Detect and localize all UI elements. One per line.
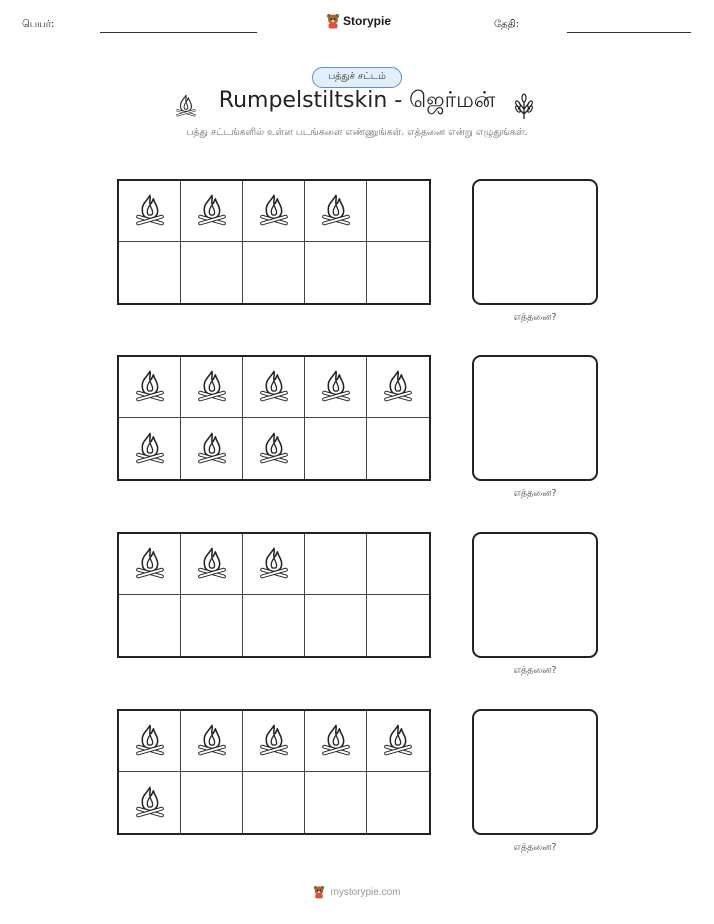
campfire-icon (195, 719, 229, 763)
date-label: தேதி: (494, 19, 520, 30)
ten-frame (117, 179, 431, 305)
brand-logo (326, 13, 391, 29)
ten-frame-cell-filled (243, 711, 305, 772)
ten-frame (117, 355, 431, 481)
campfire-icon (133, 365, 167, 409)
answer-label: எத்தனை? (513, 312, 557, 323)
ten-frame-cell-empty (119, 595, 181, 656)
ten-frame-cell-filled (119, 418, 181, 479)
ten-frame-cell-filled (181, 181, 243, 242)
ten-frame (117, 532, 431, 658)
campfire-icon (381, 365, 415, 409)
campfire-icon (319, 365, 353, 409)
ten-frame-cell-filled (119, 711, 181, 772)
worksheet-type-badge: பத்துச் சட்டம் (312, 67, 402, 88)
answer-label: எத்தனை? (513, 665, 557, 676)
ten-frame-cell-filled (243, 534, 305, 595)
campfire-icon (133, 719, 167, 763)
ten-frame-cell-empty (305, 772, 367, 833)
ten-frame-cell-empty (367, 772, 429, 833)
date-line[interactable] (567, 32, 691, 33)
ten-frame-cell-filled (367, 711, 429, 772)
instructions: பத்து சட்டங்களில் உள்ள படங்களை எண்ணுங்கள். எத்தனை என்று எழுதுங்கள். (186, 127, 528, 138)
campfire-icon (257, 427, 291, 471)
answer-label: எத்தனை? (513, 842, 557, 853)
ten-frame-cell-empty (305, 534, 367, 595)
campfire-icon (133, 781, 167, 825)
ten-frame-cell-empty (367, 418, 429, 479)
answer-box[interactable] (472, 355, 598, 481)
ten-frame-cell-empty (305, 242, 367, 303)
ten-frame-cell-empty (367, 595, 429, 656)
campfire-icon (195, 189, 229, 233)
ten-frame-cell-filled (181, 418, 243, 479)
answer-label: எத்தனை? (513, 488, 557, 499)
ten-frame-cell-empty (243, 595, 305, 656)
ten-frame-cell-filled (181, 711, 243, 772)
brand-name: Storypie (343, 14, 392, 28)
campfire-icon (133, 542, 167, 586)
ten-frame-cell-filled (367, 357, 429, 418)
ten-frame-cell-filled (119, 357, 181, 418)
campfire-icon (319, 719, 353, 763)
campfire-icon (257, 719, 291, 763)
name-label: பெயர்: (22, 19, 55, 30)
ten-frame-cell-empty (181, 242, 243, 303)
ten-frame (117, 709, 431, 835)
ten-frame-cell-filled (119, 772, 181, 833)
ten-frame-cell-empty (367, 181, 429, 242)
ten-frame-cell-empty (243, 772, 305, 833)
ten-frame-cell-empty (181, 595, 243, 656)
ten-frame-cell-empty (367, 534, 429, 595)
ten-frame-cell-filled (119, 534, 181, 595)
ten-frame-cell-filled (243, 181, 305, 242)
footer (0, 885, 714, 899)
answer-box[interactable] (472, 709, 598, 835)
ten-frame-cell-filled (119, 181, 181, 242)
campfire-icon (195, 542, 229, 586)
ten-frame-cell-filled (243, 357, 305, 418)
ten-frame-cell-empty (181, 772, 243, 833)
bear-mascot-icon (326, 13, 340, 29)
page-title: Rumpelstiltskin - ஜெர்மன் (218, 88, 496, 113)
ten-frame-cell-empty (119, 242, 181, 303)
campfire-icon (257, 542, 291, 586)
campfire-icon (133, 189, 167, 233)
campfire-icon (381, 719, 415, 763)
ten-frame-cell-filled (305, 357, 367, 418)
ten-frame-cell-filled (305, 711, 367, 772)
ten-frame-cell-filled (243, 418, 305, 479)
campfire-icon (319, 189, 353, 233)
wheat-icon (513, 92, 535, 124)
ten-frame-cell-empty (243, 242, 305, 303)
campfire-icon (195, 427, 229, 471)
campfire-icon (257, 365, 291, 409)
ten-frame-cell-empty (367, 242, 429, 303)
bear-mascot-icon (313, 885, 325, 899)
campfire-icon (257, 189, 291, 233)
ten-frame-cell-filled (305, 181, 367, 242)
ten-frame-cell-empty (305, 595, 367, 656)
ten-frame-cell-empty (305, 418, 367, 479)
answer-box[interactable] (472, 179, 598, 305)
name-line[interactable] (100, 32, 257, 33)
ten-frame-cell-filled (181, 534, 243, 595)
answer-box[interactable] (472, 532, 598, 658)
campfire-icon (195, 365, 229, 409)
campfire-icon (133, 427, 167, 471)
footer-url: mystorypie.com (330, 886, 401, 898)
ten-frame-cell-filled (181, 357, 243, 418)
